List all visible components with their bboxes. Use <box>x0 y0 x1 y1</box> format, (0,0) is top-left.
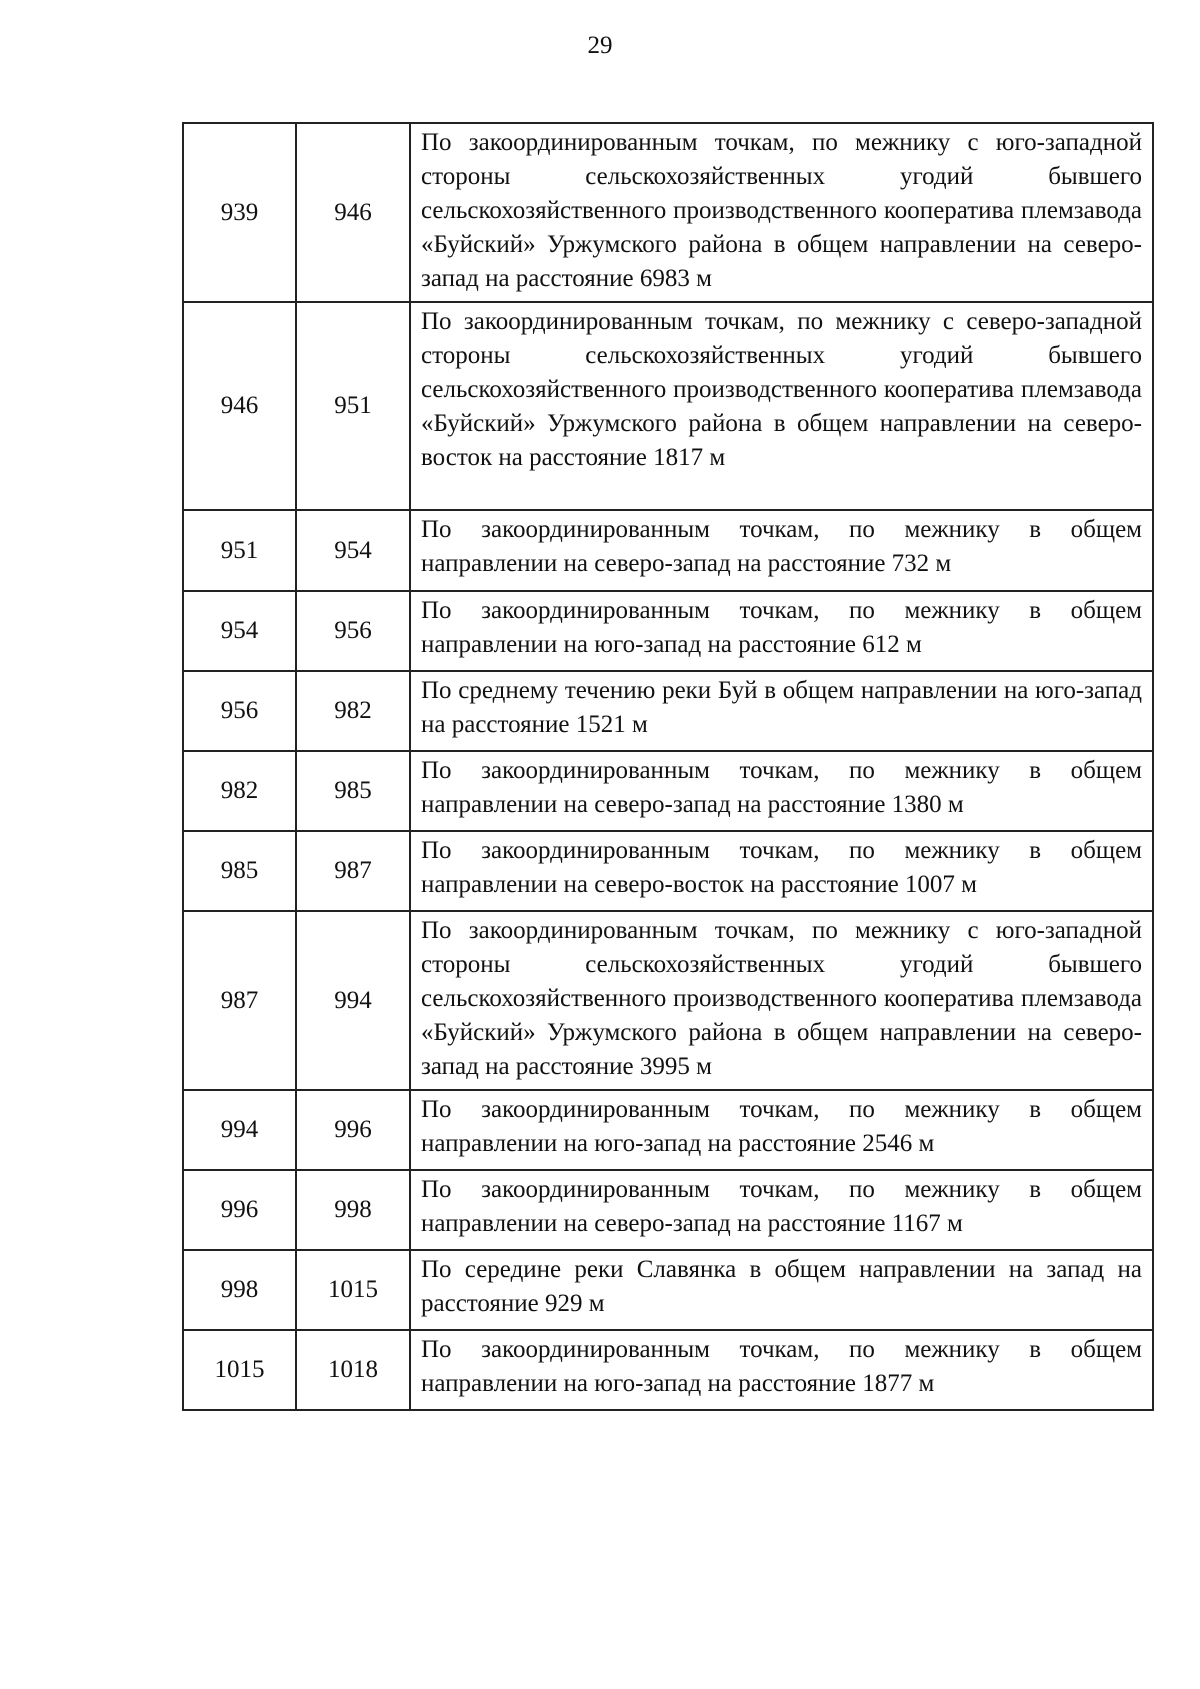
table-row <box>183 302 1153 510</box>
route-description: По закоординированным точкам, по межнику с юго-западной стороны сельскохозяйственных угодий бывшего сельскохозяйственного производственного кооператива племзавода «Буйский» Уржумского района в общем направлении на северо-запад на расстояние 3995 м <box>410 911 1153 1090</box>
from-point: 985 <box>183 831 296 911</box>
page-number: 29 <box>587 32 613 59</box>
route-description: По закоординированным точкам, по межнику в общем направлении на северо-запад на расстояние 732 м <box>410 510 1153 591</box>
table-row <box>183 1250 1153 1330</box>
boundary-description-table <box>182 122 1154 1411</box>
table-row <box>183 751 1153 831</box>
route-description: По закоординированным точкам, по межнику в общем направлении на юго-запад на расстояние 2546 м <box>410 1090 1153 1170</box>
to-point: 954 <box>296 510 410 591</box>
to-point: 1018 <box>296 1330 410 1410</box>
from-point: 987 <box>183 911 296 1090</box>
table-row <box>183 1170 1153 1250</box>
from-point: 956 <box>183 671 296 751</box>
to-point: 996 <box>296 1090 410 1170</box>
from-point: 998 <box>183 1250 296 1330</box>
to-point: 994 <box>296 911 410 1090</box>
from-point: 982 <box>183 751 296 831</box>
to-point: 982 <box>296 671 410 751</box>
from-point: 954 <box>183 591 296 671</box>
route-description: По среднему течению реки Буй в общем направлении на юго-запад на расстояние 1521 м <box>410 671 1153 751</box>
route-description: По закоординированным точкам, по межнику в общем направлении на юго-запад на расстояние 1877 м <box>410 1330 1153 1410</box>
from-point: 994 <box>183 1090 296 1170</box>
route-description: По закоординированным точкам, по межнику в общем направлении на юго-запад на расстояние 612 м <box>410 591 1153 671</box>
route-description: По середине реки Славянка в общем направлении на запад на расстояние 929 м <box>410 1250 1153 1330</box>
to-point: 956 <box>296 591 410 671</box>
table-row <box>183 831 1153 911</box>
table-row <box>183 671 1153 751</box>
route-description: По закоординированным точкам, по межнику с юго-западной стороны сельскохозяйственных угодий бывшего сельскохозяйственного производственного кооператива племзавода «Буйский» Уржумского района в общем направлении на северо-запад на расстояние 6983 м <box>410 123 1153 302</box>
to-point: 987 <box>296 831 410 911</box>
route-description: По закоординированным точкам, по межнику с северо-западной стороны сельскохозяйственных угодий бывшего сельскохозяйственного производственного кооператива племзавода «Буйский» Уржумского района в общем направлении на северо-восток на расстояние 1817 м <box>410 302 1153 510</box>
route-description: По закоординированным точкам, по межнику в общем направлении на северо-запад на расстояние 1167 м <box>410 1170 1153 1250</box>
to-point: 951 <box>296 302 410 510</box>
to-point: 1015 <box>296 1250 410 1330</box>
table-row <box>183 591 1153 671</box>
route-description: По закоординированным точкам, по межнику в общем направлении на северо-запад на расстояние 1380 м <box>410 751 1153 831</box>
from-point: 951 <box>183 510 296 591</box>
route-description: По закоординированным точкам, по межнику в общем направлении на северо-восток на расстояние 1007 м <box>410 831 1153 911</box>
to-point: 946 <box>296 123 410 302</box>
to-point: 998 <box>296 1170 410 1250</box>
from-point: 996 <box>183 1170 296 1250</box>
from-point: 946 <box>183 302 296 510</box>
from-point: 939 <box>183 123 296 302</box>
to-point: 985 <box>296 751 410 831</box>
table-row <box>183 123 1153 302</box>
table-row <box>183 1330 1153 1410</box>
table-row <box>183 510 1153 591</box>
table-row <box>183 911 1153 1090</box>
from-point: 1015 <box>183 1330 296 1410</box>
table-row <box>183 1090 1153 1170</box>
